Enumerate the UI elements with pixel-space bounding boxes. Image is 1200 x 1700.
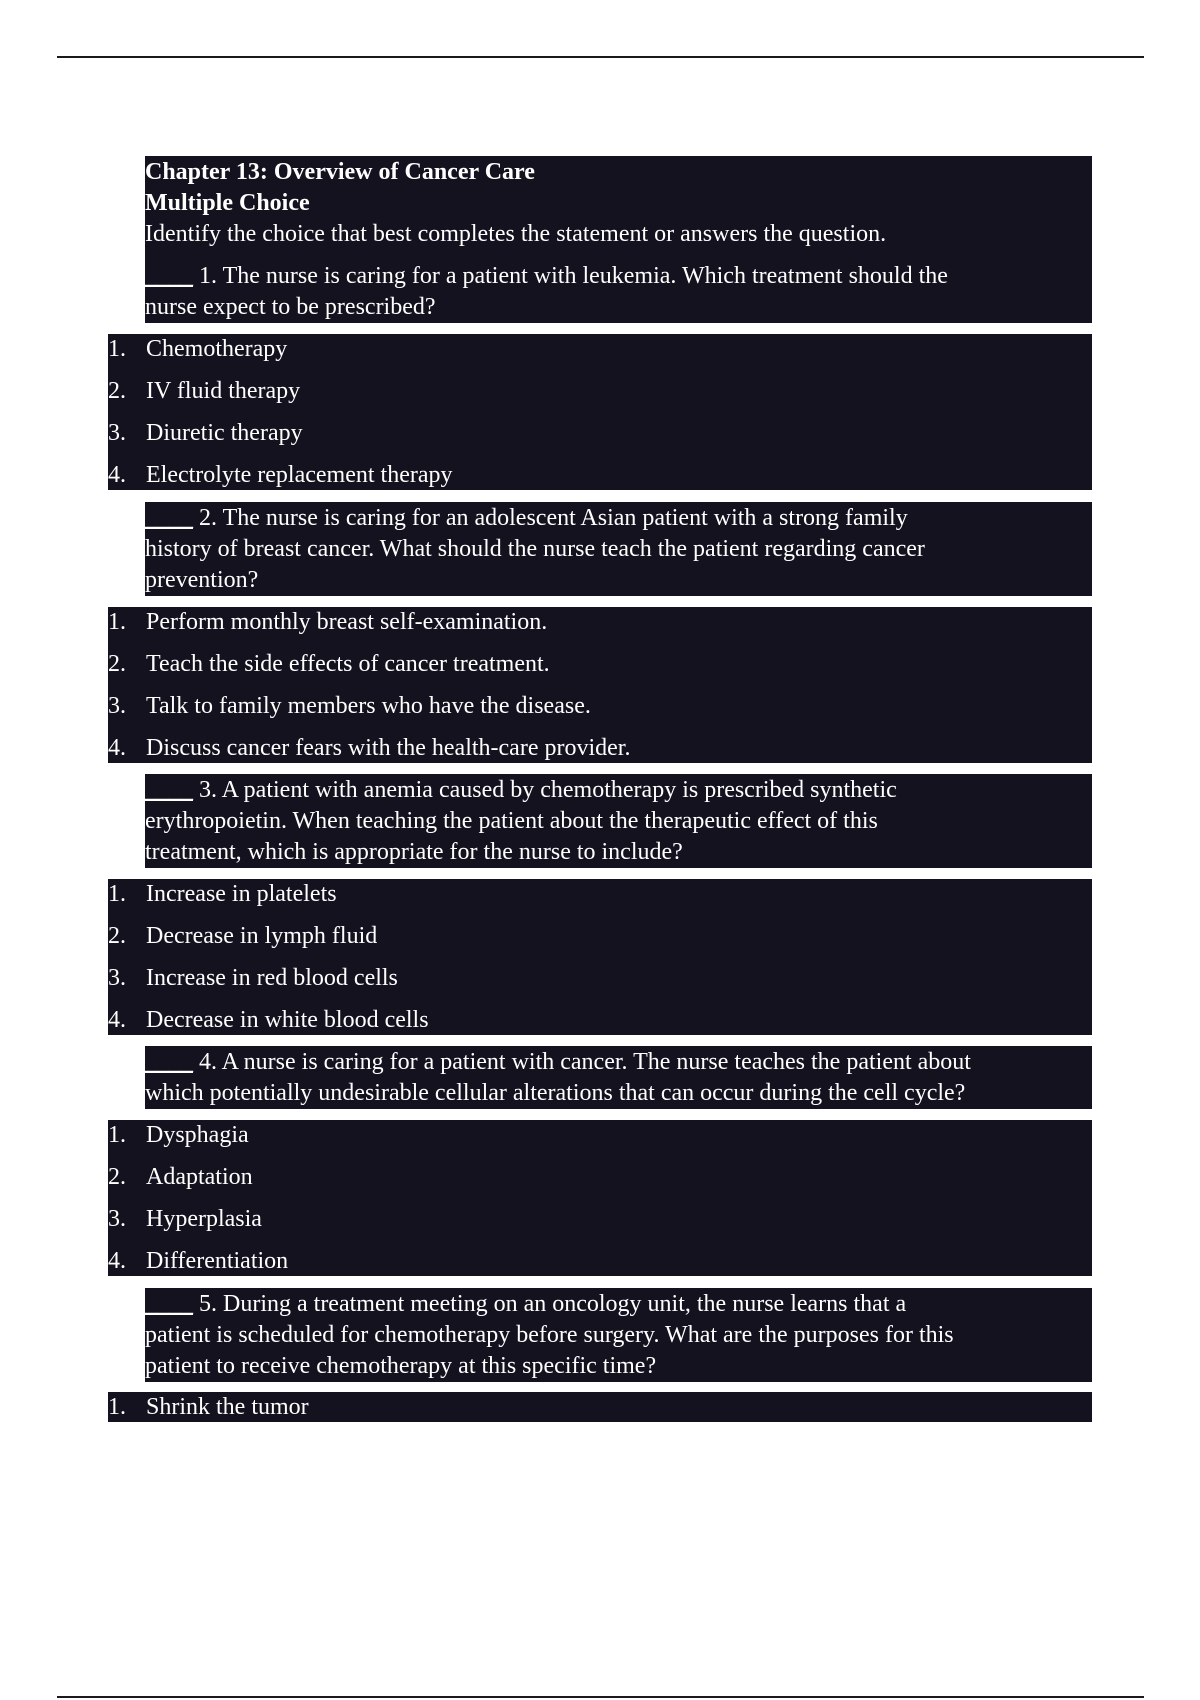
option: 3. Diuretic therapy (108, 420, 303, 446)
option: 4. Decrease in white blood cells (108, 1007, 429, 1033)
question-4-line-1: ____ 4. A nurse is caring for a patient with cancer. The nurse teaches the patient about (145, 1049, 971, 1075)
chapter-title: Chapter 13: Overview of Cancer Care (145, 159, 535, 185)
option: 2. Decrease in lymph fluid (108, 923, 378, 949)
question-3-line-2: erythropoietin. When teaching the patient about the therapeutic effect of this (145, 808, 878, 834)
header-question-1-block (145, 156, 1092, 323)
question-1-line-1: ____ 1. The nurse is caring for a patient with leukemia. Which treatment should the (145, 263, 948, 289)
question-1-options (108, 334, 1092, 490)
option: 1. Dysphagia (108, 1122, 249, 1148)
option: 3. Increase in red blood cells (108, 965, 398, 991)
top-rule (57, 56, 1144, 58)
option: 4. Differentiation (108, 1248, 289, 1274)
option: 2. Teach the side effects of cancer treatment. (108, 651, 550, 677)
question-5-line-2: patient is scheduled for chemotherapy before surgery. What are the purposes for this (145, 1322, 954, 1348)
option: 4. Discuss cancer fears with the health-care provider. (108, 735, 631, 761)
option: 4. Electrolyte replacement therapy (108, 462, 453, 488)
question-5-block (145, 1288, 1092, 1382)
option: 1. Perform monthly breast self-examination. (108, 609, 548, 635)
instructions: Identify the choice that best completes the statement or answers the question. (145, 221, 887, 247)
question-2-block (145, 502, 1092, 596)
question-2-line-2: history of breast cancer. What should the nurse teach the patient regarding cancer (145, 536, 925, 562)
answer-blank[interactable]: ____ (145, 263, 193, 289)
question-2-line-1: ____ 2. The nurse is caring for an adolescent Asian patient with a strong family (145, 505, 908, 531)
option: 2. Adaptation (108, 1164, 253, 1190)
question-1-line-2: nurse expect to be prescribed? (145, 294, 436, 320)
question-5-line-1: ____ 5. During a treatment meeting on an oncology unit, the nurse learns that a (145, 1291, 907, 1317)
question-2-line-3: prevention? (145, 567, 259, 593)
answer-blank[interactable]: ____ (145, 1049, 193, 1075)
question-3-options (108, 879, 1092, 1035)
question-3-block (145, 774, 1092, 868)
question-2-options (108, 607, 1092, 763)
option: 3. Talk to family members who have the disease. (108, 693, 591, 719)
question-4-options (108, 1120, 1092, 1276)
question-4-block (145, 1046, 1092, 1109)
question-3-line-3: treatment, which is appropriate for the nurse to include? (145, 839, 683, 865)
option: 2. IV fluid therapy (108, 378, 301, 404)
option: 3. Hyperplasia (108, 1206, 262, 1232)
option: 1. Chemotherapy (108, 336, 288, 362)
option: 1. Increase in platelets (108, 881, 337, 907)
question-4-line-2: which potentially undesirable cellular alterations that can occur during the cell cycle? (145, 1080, 966, 1106)
section-title: Multiple Choice (145, 190, 310, 216)
bottom-rule (57, 1696, 1144, 1698)
option: 1. Shrink the tumor (108, 1394, 309, 1420)
question-5-options (108, 1392, 1092, 1422)
answer-blank[interactable]: ____ (145, 505, 193, 531)
question-3-line-1: ____ 3. A patient with anemia caused by chemotherapy is prescribed synthetic (145, 777, 897, 803)
question-5-line-3: patient to receive chemotherapy at this specific time? (145, 1353, 657, 1379)
answer-blank[interactable]: ____ (145, 1291, 193, 1317)
answer-blank[interactable]: ____ (145, 777, 193, 803)
